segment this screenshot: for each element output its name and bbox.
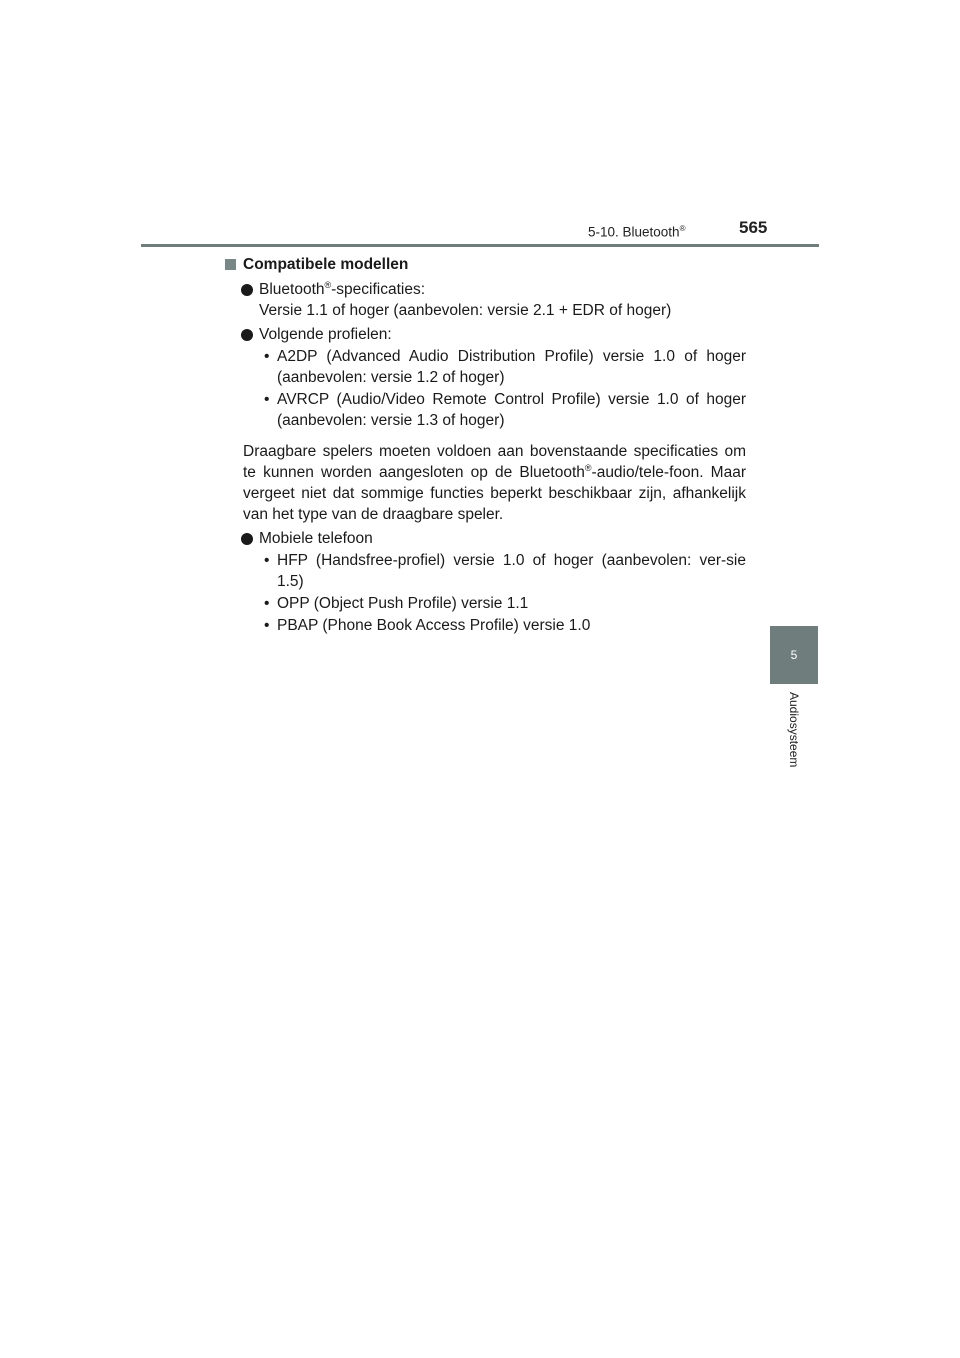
circle-bullet-icon	[241, 284, 253, 296]
bullet-text: -specificaties:	[331, 281, 426, 298]
circle-bullet-icon	[241, 329, 253, 341]
chapter-label	[772, 692, 816, 812]
chapter-tab: 5	[770, 626, 818, 684]
list-item-text: PBAP (Phone Book Access Profile) versie 1.0	[277, 617, 591, 634]
bullet-text: Volgende profielen:	[259, 326, 392, 343]
list-item-text: AVRCP (Audio/Video Remote Control Profile) versie 1.0 of hoger (aanbevolen: versie 1.3 of hoger)	[277, 391, 746, 429]
dot-marker: •	[264, 617, 270, 634]
page-header	[0, 0, 960, 250]
body-paragraph	[222, 441, 746, 525]
dot-marker: •	[264, 552, 270, 569]
bullet-text: Bluetooth	[259, 281, 325, 298]
registered-mark: ®	[679, 224, 686, 233]
paragraph-text: -audio/tele-foon. Maar vergeet niet dat sommige functies beperkt beschikbaar zijn, afhankelijk van het type van de draagbare speler.	[243, 464, 747, 523]
list-item-text: OPP (Object Push Profile) versie 1.1	[277, 595, 529, 612]
section-heading	[222, 254, 746, 275]
list-item-text: A2DP (Advanced Audio Distribution Profile) versie 1.0 of hoger (aanbevolen: versie 1.2 of hoger)	[277, 348, 746, 386]
list-item	[222, 346, 746, 388]
bullet-profiles	[222, 324, 746, 345]
list-item	[222, 615, 746, 636]
chapter-label-text: Audiosysteem	[787, 692, 801, 768]
section-label	[588, 224, 685, 240]
bullet-mobile-phone	[222, 528, 746, 549]
bullet-text: Mobiele telefoon	[259, 530, 373, 547]
dot-marker: •	[264, 391, 270, 408]
paragraph-text: Draagbare spelers moeten voldoen aan bovenstaande specificaties om te kunnen worden aangesloten op de Bluetooth	[243, 443, 746, 481]
main-content	[222, 254, 746, 636]
dot-marker: •	[264, 348, 270, 365]
bullet-detail: Versie 1.1 of hoger (aanbevolen: versie 2.1 + EDR of hoger)	[259, 302, 672, 319]
list-item	[222, 593, 746, 614]
dot-marker: •	[264, 595, 270, 612]
list-item	[222, 389, 746, 431]
section-title: 5-10. Bluetooth	[588, 224, 680, 240]
header-divider	[141, 244, 819, 247]
square-bullet-icon	[225, 259, 236, 270]
circle-bullet-icon	[241, 533, 253, 545]
heading-text: Compatibele modellen	[243, 256, 409, 273]
registered-mark: ®	[324, 279, 332, 290]
registered-mark: ®	[584, 462, 592, 473]
list-item	[222, 550, 746, 592]
bullet-bluetooth-spec	[222, 279, 746, 321]
list-item-text: HFP (Handsfree-profiel) versie 1.0 of hoger (aanbevolen: ver-sie 1.5)	[277, 552, 746, 590]
page-number: 565	[739, 218, 768, 237]
